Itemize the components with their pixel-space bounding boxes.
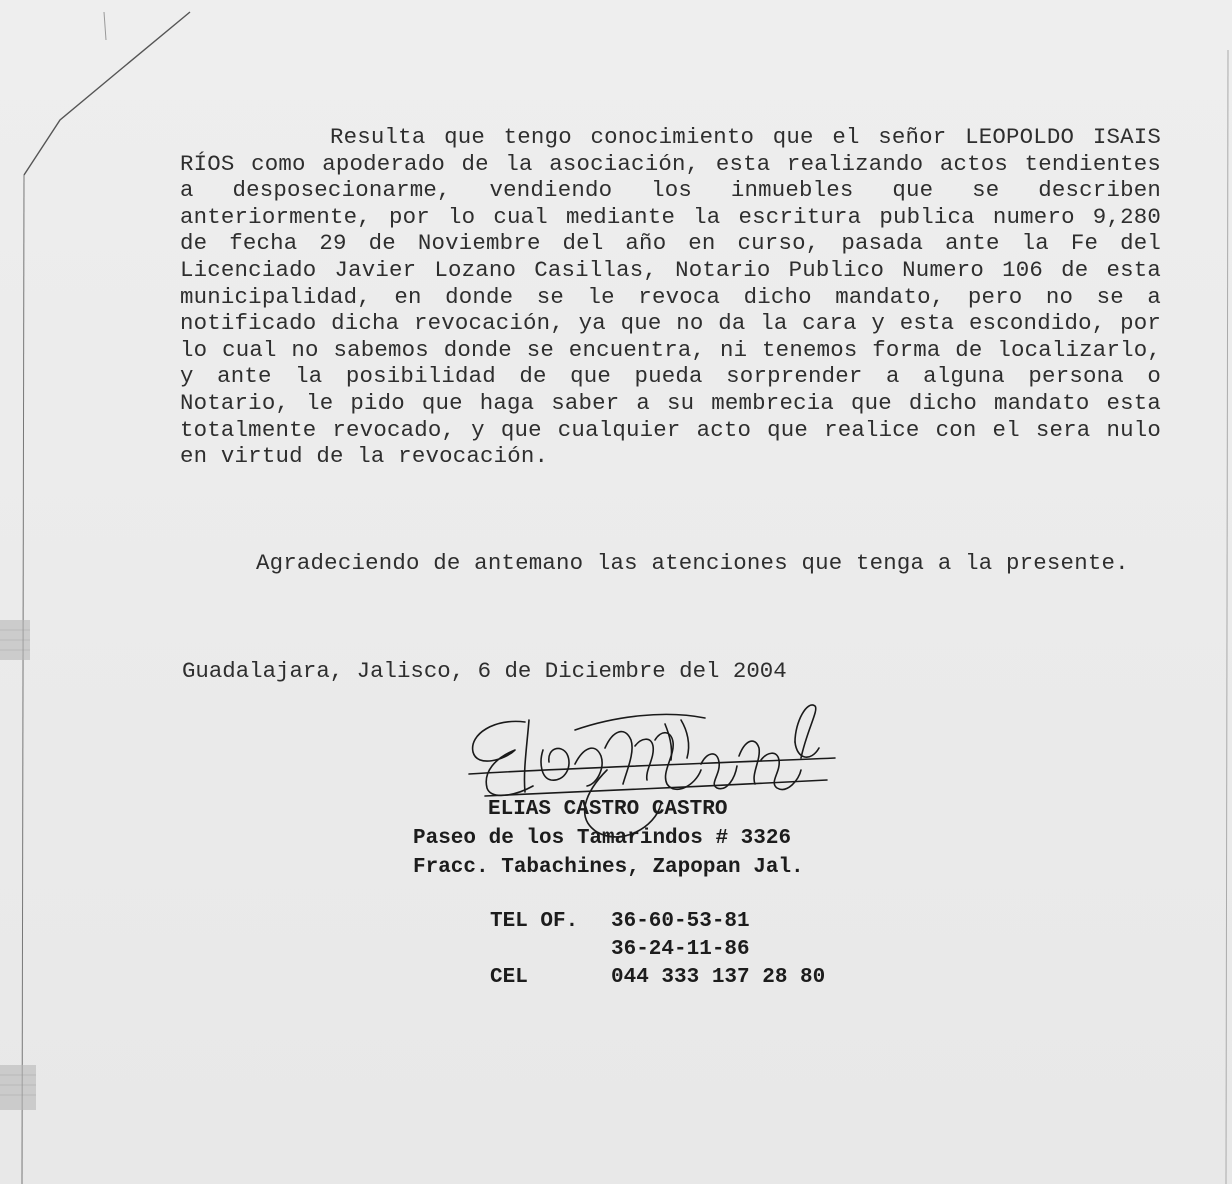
- body-paragraph-1: Resulta que tengo conocimiento que el señor LEOPOLDO ISAIS RÍOS como apoderado de la asociación, esta realizando actos tendientes a desposecionarme, vendiendo los inmuebles que se describen anteriormente, por lo cual mediante la escritura publica numero 9,280 de fecha 29 de Noviembre del año en curso, pasada ante la Fe del Licenciado Javier Lozano Casillas, Notario Publico Numero 106 de esta municipalidad, en donde se le revoca dicho mandato, pero no se a notificado dicha revocación, ya que no da la cara y esta escondido, por lo cual no sabemos donde se encuentra, ni tenemos forma de localizarlo, y ante la posibilidad de que pueda sorprender a alguna persona o Notario, le pido que haga saber a su membrecia que dicho mandato esta totalmente revocado, y que cualquier acto que realice con el sera nulo en virtud de la revocación.: [180, 124, 1161, 470]
- office-phone-label: TEL OF.: [490, 910, 579, 933]
- contact-block: [490, 908, 825, 992]
- signer-address-line-1: Paseo de los Tamarindos # 3326: [413, 827, 792, 850]
- contact-row-cell: [490, 964, 825, 992]
- body-paragraph-2: Agradeciendo de antemano las atenciones que tenga a la presente.: [256, 550, 1129, 576]
- office-phone-2: 36-24-11-86: [611, 938, 750, 961]
- contact-row-office-2: [490, 936, 825, 964]
- office-phone-1: 36-60-53-81: [611, 910, 750, 933]
- signer-name: ELIAS CASTRO CASTRO: [488, 798, 728, 821]
- signer-block: [413, 795, 804, 882]
- signer-address-line-2: Fracc. Tabachines, Zapopan Jal.: [413, 856, 804, 879]
- cell-phone-label: CEL: [490, 966, 528, 989]
- cell-phone: 044 333 137 28 80: [611, 966, 826, 989]
- contact-row-office: [490, 908, 825, 936]
- place-date-line: Guadalajara, Jalisco, 6 de Diciembre del 2004: [182, 658, 787, 684]
- contact-label-spacer: [490, 936, 611, 964]
